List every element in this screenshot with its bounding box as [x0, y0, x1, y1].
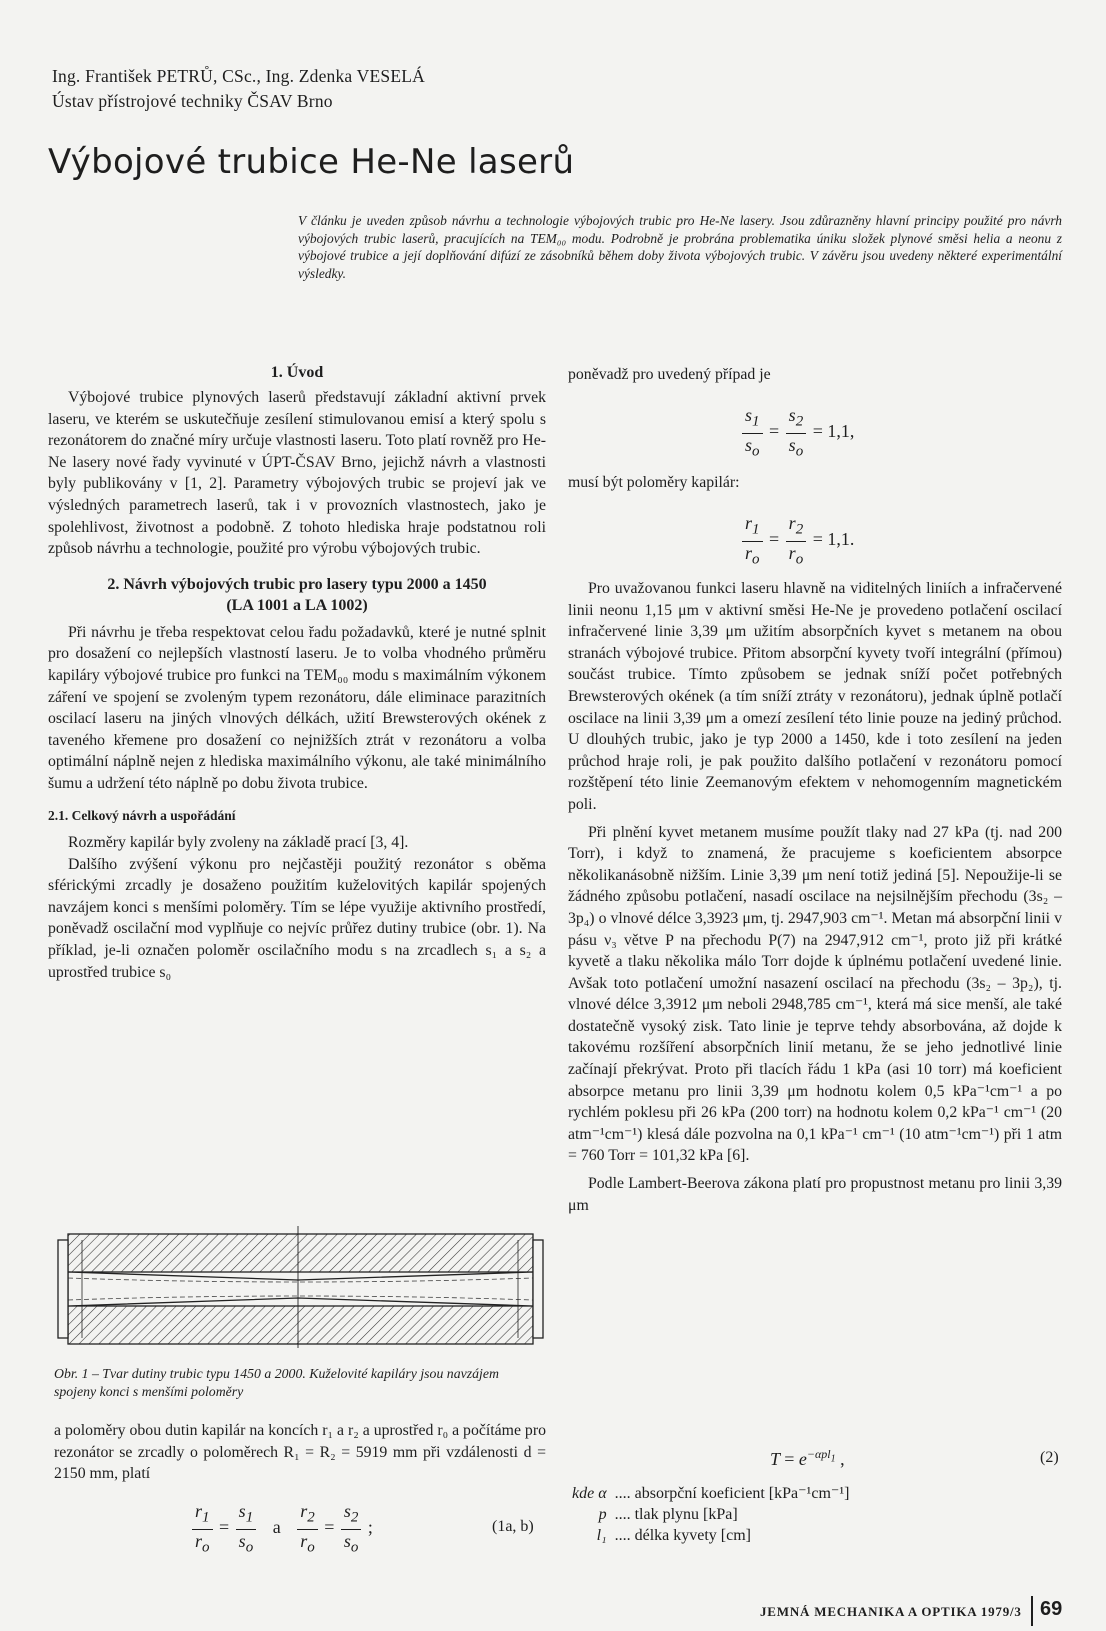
- radii-requirement: musí být poloměry kapilár:: [568, 474, 740, 491]
- methane-paragraph: Při plnění kyvet metanem musíme použít tlaky nad 27 kPa (tj. nad 200 Torr), i když to znamená, že pracujeme s koeficientem absorpce několikanásobně nižším. Linie 3,39 μm není totiž jediná [5]. Nepoužije-li se žádného způsobu potlačení, nasadí oscilace na nejsilnějším přechodu (3s₂ – 3p₄) o vlnové délce 3,3923 μm, tj. 2947,903 cm⁻¹. Metan má absorpční linii v pásu ν₃ větve P na přechodu P(7) na 2947,912 cm⁻¹, proto již při krátké kyvetě a tlaku několika málo Torr dojde k úplnému potlačení uvedené linie. Avšak toto potlačení umožní nasazení oscilací na přechodu (3s₂ – 3p₂), tj. vlnové délce 3,3912 μm neboli 2948,785 cm⁻¹, která má sice menší, ale také dostatečně vysoký zisk. Tato linie je teprve tehdy absorbována, až dojde k takovému rozšíření absorpčních linií metanu, že se jeho jednotlivé linie začínají překrývat. Proto při tlacích řádu 1 kPa (asi 10 torr) má koeficient absorpce metanu pro linii 3,39 μm hodnotu kolem 0,5 kPa⁻¹cm⁻¹ a po rychlém poklesu při 26 kPa (200 torr) na hodnotu kolem 0,2 kPa⁻¹ cm⁻¹ (20 atm⁻¹cm⁻¹) klesá dále pozvolna na 0,1 kPa⁻¹ cm⁻¹ (10 atm⁻¹cm⁻¹) při 1 atm = 760 Torr = 101,32 kPa [6].: [568, 823, 1062, 1165]
- definition-text: .... absorpční koeficient [kPa⁻¹cm⁻¹]: [614, 1485, 850, 1502]
- definition-row: [568, 1525, 853, 1546]
- eq-frac-s1-s0: $\frac{s_1}{s_o}$: [742, 404, 763, 462]
- journal-footer: JEMNÁ MECHANIKA A OPTIKA 1979/3: [760, 1604, 1022, 1619]
- dimensions-paragraph: Rozměry kapilár byly zvoleny na základě prací [3, 4].: [68, 834, 409, 852]
- definition-symbol: l₁: [596, 1527, 607, 1544]
- definition-symbol: kde α: [572, 1485, 607, 1502]
- eq1-frac-r1-r0: $\frac{r_1}{r_o}$: [192, 1500, 213, 1558]
- figure-1-caption: Obr. 1 – Tvar dutiny trubic typu 1450 a 2000. Kuželovité kapiláry jsou navzájem spojeny konci s menšími poloměry: [54, 1366, 499, 1399]
- eq1-frac-r2-r0: $\frac{r_2}{r_o}$: [297, 1500, 318, 1558]
- equation-2-label: (2): [1040, 1449, 1059, 1466]
- left-column-top: [48, 362, 546, 983]
- eq1-frac-s2-s0: $\frac{s_2}{s_o}$: [341, 1500, 362, 1558]
- equation-r-ratio: $\frac{r_1}{r_o}$ = $\frac{r_2}{r_o}$ = 1,1.: [740, 512, 854, 570]
- right-column-radii: [568, 472, 1062, 494]
- lambert-beer-paragraph: Podle Lambert-Beerova zákona platí pro propustnost metanu pro linii 3,39 μm: [568, 1175, 1062, 1214]
- section-heading-design: [48, 574, 546, 616]
- section-heading-intro: 1. Úvod: [270, 364, 324, 381]
- page-number: 69: [1040, 1598, 1063, 1620]
- definition-row: [568, 1483, 853, 1504]
- figure-1-tube-cavity: [48, 1226, 548, 1348]
- mirror-left: [58, 1240, 68, 1338]
- eq-frac-r1-r0: $\frac{r_1}{r_o}$: [742, 512, 763, 570]
- mirror-right: [533, 1240, 543, 1338]
- section-heading-design-line1: 2. Návrh výbojových trubic pro lasery typu 2000 a 1450: [107, 575, 487, 593]
- symbol-definitions: [568, 1483, 853, 1546]
- abstract: V článku je uveden způsob návrhu a technologie výbojových trubic pro He-Ne lasery. Jsou zdůrazněny hlavní principy použité pro návrh výbojových trubic laserů, pracujících na TEM₀₀ modu. Podrobně je probrána problematika úniku složek plynové směsi helia a neonu z výbojové trubice a její doplňování difúzí ze zásobníků během doby života výbojových trubic. V závěru jsou uvedeny některé experimentální výsledky.: [298, 213, 1062, 282]
- capillary-bore: [68, 1272, 533, 1306]
- eq1-frac-s1-s0: $\frac{s_1}{s_o}$: [236, 1500, 257, 1558]
- authors-block: [52, 64, 425, 114]
- footer-divider: [1031, 1596, 1033, 1626]
- equation-1ab: $\frac{r_1}{r_o}$ = $\frac{s_1}{s_o}$ a $\frac{r_2}{r_o}$ = $\frac{s_2}{s_o}$ ;: [190, 1500, 373, 1558]
- eq-r-value: = 1,1.: [812, 529, 855, 550]
- left-column-bottom: [54, 1420, 546, 1485]
- intro-paragraph: Výbojové trubice plynových laserů představují základní aktivní prvek laseru, ve kterém se uskutečňuje zesílení stimulovanou emisí a který spolu s rezonátorem do značné míry určuje vlastnosti laseru. Toto platí rovněž pro He-Ne lasery nové řady vyvinuté v ÚPT-ČSAV Brno, jejichž návrh a vlastnosti byly publikovány v [1, 2]. Parametry výbojových trubic se projeví jak ve výsledných parametrech laserů, tak i v provozních vlastnostech, jako je spolehlivost, životnost a podobně. Z tohoto hlediska hraje podstatnou roli způsob návrhu a technologie, použité pro výrobu výbojových trubic.: [48, 389, 546, 558]
- case-paragraph: poněvadž pro uvedený případ je: [568, 366, 771, 383]
- power-paragraph: Dalšího zvýšení výkonu pro nejčastěji použitý rezonátor s oběma sférickými zrcadly je dosaženo použitím kuželovitých kapilár spojených navzájem konci s menšími poloměry. Tím se lépe využije aktivního prostředí, poněvadž oscilační mod vyplňuje co nejvíc průřez dutiny trubice (obr. 1). Na příklad, je-li označen poloměr oscilačního modu s na zrcadlech s₁ a s₂ a uprostřed trubice s₀: [48, 855, 546, 981]
- radii-paragraph: a poloměry obou dutin kapilár na koncích r₁ a r₂ a uprostřed r₀ a počítáme pro rezonátor se zrcadly o poloměrech R₁ = R₂ = 5919 mm při vzdálenosti d = 2150 mm, platí: [54, 1422, 546, 1483]
- tube-wall-top: [68, 1234, 533, 1272]
- definition-text: .... délka kyvety [cm]: [614, 1527, 752, 1544]
- definition-symbol: p: [598, 1506, 607, 1523]
- authors-line: Ing. František PETRŮ, CSc., Ing. Zdenka VESELÁ: [52, 66, 425, 86]
- eq-frac-r2-r0: $\frac{r_2}{r_o}$: [786, 512, 807, 570]
- suppression-paragraph: Pro uvažovanou funkci laseru hlavně na viditelných liniích a infračervené linii neonu 1,15 μm v aktivní směsi He-Ne je provedeno potlačení oscilací infračervené linie 3,39 μm užitím absorpčních kyvet s metanem na obou stranách výbojové trubice. Přitom absorpční kyvety tvoří integrální (přímou) součást trubice. Tímto způsobem se jednak sníží počet potřebných Brewsterových okének (a tím sníží ztráty v rezonátoru), jednak úplně potlačí oscilace na linii 3,39 μm a omezí zesílení této linie pouze na jediný průchod. U dlouhých trubic, jako je typ 2000 a 1450, kde i toto zesílení na jeden průchod hraje roli, je pak použito dalšího potlačení v rezonátoru pomocí rozštěpení této linie Zeemanovým efektem v nehomogenním magnetickém poli.: [568, 580, 1062, 813]
- definition-text: .... tlak plynu [kPa]: [614, 1506, 738, 1523]
- section-heading-design-line2: (LA 1001 a LA 1002): [226, 596, 368, 614]
- right-column-intro: [568, 364, 1062, 386]
- equation-1ab-label: (1a, b): [492, 1518, 534, 1535]
- right-column-body: [568, 578, 1062, 1216]
- tube-wall-bottom: [68, 1306, 533, 1344]
- equation-s-ratio: $\frac{s_1}{s_o}$ = $\frac{s_2}{s_o}$ = 1,1,: [740, 404, 854, 462]
- eq-frac-s2-s0: $\frac{s_2}{s_o}$: [786, 404, 807, 462]
- article-title: Výbojové trubice He-Ne laserů: [48, 142, 575, 182]
- institute-line: Ústav přístrojové techniky ČSAV Brno: [52, 91, 333, 111]
- design-paragraph: Při návrhu je třeba respektovat celou řadu požadavků, které je nutné splnit pro dosažení co nejlepších vlastností laseru. Je to volba vhodného průměru kapiláry výbojové trubice pro funkci na TEM₀₀ modu s maximálním výkonem záření ve spojení se zvoleným typem rezonátoru, dále eliminace parazitních oscilací laseru na jiných vlnových délkách, užití Brewsterových okének z taveného křemene pro dosažení co nejnižších ztrát v rezonátoru a volba optimální náplně nejen z hlediska maximálního výkonu, ale také minimálního šumu a udržení této náplně po dobu života trubice.: [48, 623, 546, 792]
- eq-s-value: = 1,1,: [812, 421, 855, 442]
- subsection-heading: 2.1. Celkový návrh a uspořádání: [48, 807, 236, 823]
- definition-row: [568, 1504, 853, 1525]
- equation-2: $T = e^{-\alpha pl_1}$ ,: [770, 1447, 845, 1469]
